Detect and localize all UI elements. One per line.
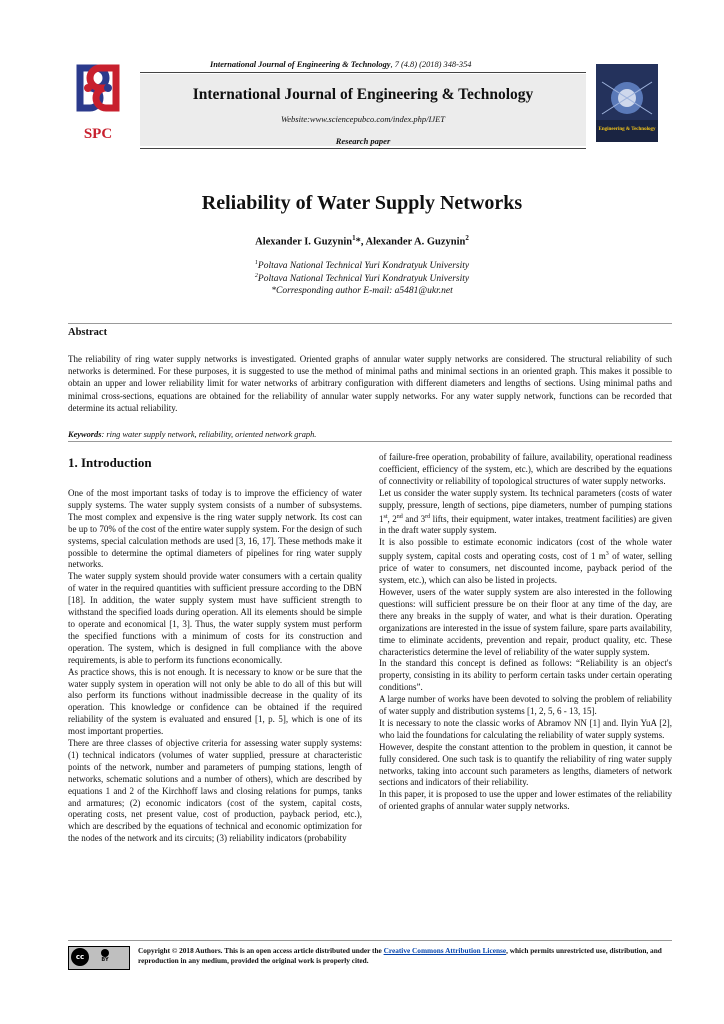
journal-citation-name: International Journal of Engineering & Technology (210, 60, 391, 69)
author-1: Alexander I. Guzynin (255, 236, 353, 248)
right-column (379, 452, 672, 813)
cc-icon: cc (71, 948, 89, 966)
copyright-text-rest: , which permits unrestricted use, distribution, and reproduction in any medium, provided the original work is properly cited. (138, 946, 662, 965)
journal-citation (210, 60, 471, 69)
author-2-sup: 2 (465, 234, 469, 242)
text-run: and 3 (402, 513, 426, 524)
affiliation-1 (0, 260, 724, 271)
keywords-bottom-rule (68, 441, 672, 442)
cc-license-badge[interactable] (68, 946, 130, 970)
paragraph: A large number of works have been devoted to solving the problem of reliability of water supply and distribution systems [1, 2, 5, 6 - 13, 15]. (379, 694, 672, 717)
affiliation-2-sup: 2 (254, 273, 258, 279)
paragraph: There are three classes of objective criteria for assessing water supply systems: (1) technical indicators (volumes of water supplied, pressure at characteristic points of the network, number and parameters of pumping stations, length of networks, schematic solutions and a number of others), which are described by equations 1 and 2 of the Kirchhoff laws and closing relations for pumps, tanks and armatures; (2) economic indicators (cost of the system, capital costs, operating costs, net present value, cost of production, payback period, etc.), which are described by the equations of technical and economic optimization for the nodes of the network and its circuits; (3) reliability indicators (probability (68, 738, 362, 844)
abstract-heading: Abstract (68, 327, 108, 338)
paragraph: One of the most important tasks of today is to improve the efficiency of water supply systems. The water supply system consists of a number of subsystems. The most complex and expensive is the ring water supply network. Its cost can be up to 70% of the cost of the entire water supply system. For the design of such systems, special calculation methods are used [3, 16, 17]. These methods make it possible to determine the optimal diameters of pipelines for ring water supply networks. (68, 488, 362, 570)
affiliation-1-text: Poltava National Technical Yuri Kondratyuk University (257, 261, 470, 272)
license-link[interactable]: Creative Commons Attribution License (383, 946, 507, 955)
copyright-notice (138, 946, 678, 966)
paragraph: In this paper, it is proposed to use the upper and lower estimates of the reliability of oriented graphs of annular water supply networks. (379, 789, 672, 812)
text-run: , 2 (387, 513, 397, 524)
paper-authors (0, 234, 724, 248)
paragraph: of failure-free operation, probability of failure, availability, operational readiness coefficient, efficiency of the system, etc.), which are described by the equations of connectivity or reliability of topological structures of water supply networks. (379, 452, 672, 486)
footer-rule (68, 940, 672, 941)
paper-type: Research paper (335, 136, 391, 146)
ordinal-sup: rd (425, 513, 431, 520)
journal-citation-volume: , 7 (4.8) (2018) 348-354 (390, 60, 472, 69)
keywords (68, 430, 316, 439)
abstract-top-rule (68, 323, 672, 324)
copyright-text: Copyright © 2018 Authors. This is an open access article distributed under the (138, 946, 384, 955)
author-1-sup: 1 (352, 234, 356, 242)
paragraph: As practice shows, this is not enough. It is necessary to know or be sure that the water supply system in operation will not only be able to do all of this but will also perform its functions without inadmissible decrease in the quality of its operation. This knowledge or confidence can be obtained if the required reliability of the system is evaluated and ensured [1, p. 5], which is one of its most important properties. (68, 666, 362, 737)
paragraph: However, despite the constant attention to the problem in question, it cannot be fully considered. One such task is to quantify the reliability of ring water supply networks, taking into account such parameters as lengths, diameters of network sections and indicators of their reliability. (379, 741, 672, 788)
paragraph: The water supply system should provide water consumers with a certain quality of water in the required quantities with sufficient pressure according to the DBN [18]. In addition, the water supply system must have sufficient strength to withstand the specified loads during operation. All its elements should be simple to operate and economical [1, 3]. Thus, the water supply system must perform the specified functions with a minimum of costs for its construction and operation. The system, which is designed in full compliance with the above requirements, is able to perform its functions economically. (68, 571, 362, 665)
paragraph: In the standard this concept is defined as follows: “Reliability is an object's property, consisting in its ability to perform certain tasks under certain operating conditions”. (379, 658, 672, 693)
affiliation-1-sup: 1 (254, 260, 258, 266)
author-2: , Alexander A. Guzynin (360, 236, 466, 248)
person-icon (101, 949, 109, 957)
paragraph: It is necessary to note the classic works of Abramov NN [1] and. Ilyin YuA [2], who laid the foundations for calculating the reliability of water supply systems. (379, 717, 672, 740)
corresponding-mark: * (355, 236, 361, 248)
by-label: BY (101, 957, 109, 963)
section-heading-introduction: 1. Introduction (68, 455, 152, 470)
header-top-rule (140, 72, 586, 73)
journal-cover (596, 64, 658, 142)
keywords-label: Keywords (68, 430, 102, 439)
paragraph: However, users of the water supply system are also interested in the following questions: will sufficient pressure be on their floor at any time of the day, are there any breaks in the supply of water, and what is their duration. Operating organizations are interested in the issue of system failure, spare parts availability, time to eliminate accidents, prevention and repair, product quality, etc. These characteristics determine the level of reliability of the water supply system. (379, 586, 672, 657)
keywords-list: : ring water supply network, reliability, oriented network graph. (101, 430, 317, 439)
text-run: lifts, their equipment, water intakes, treatment facilities) are given in the draft water supply system. (379, 513, 672, 536)
journal-website[interactable]: Website:www.sciencepubco.com/index.php/IJET (280, 114, 446, 124)
affiliation-2 (0, 273, 724, 284)
affiliation-2-text: Poltava National Technical Yuri Kondratyuk University (257, 274, 470, 285)
left-column (68, 488, 362, 845)
abstract-text: The reliability of ring water supply networks is investigated. Oriented graphs of annular water supply networks are considered. The structural reliability of such networks is determined. For these purposes, it is suggested to use the method of minimal paths and minimal sections in an oriented graph. This makes it possible to obtain an upper and lower reliability limit for water networks of arbitrary configuration with different diameters and lengths of sections. Using minimal paths and minimal cross-sections, equations are obtained for the reliability of annular water supply networks. For any water supply network, functions can be recorded that determine its actual reliability. (68, 354, 672, 413)
ordinal-sup: nd (396, 513, 403, 520)
spc-logo-text: SPC (83, 126, 113, 142)
text-run: of water, selling price of water to consumers, net discounted income, payback period of the system, etc.), which can also be listed in projects. (379, 551, 672, 586)
paper-title: Reliability of Water Supply Networks (201, 192, 523, 214)
cubic-sup: 3 (605, 551, 609, 558)
paragraph-technical-parameters (379, 488, 672, 538)
header-bottom-rule (140, 148, 586, 149)
journal-cover-title: Engineering & Technology (598, 127, 656, 132)
by-icon (95, 949, 115, 966)
corresponding-author: *Corresponding author E-mail: a5481@ukr.net (271, 286, 453, 296)
text-run: Let us consider the water supply system. Its technical parameters (costs of water supply, pressure, length of sections, pipe diameters, number of pumping stations 1 (379, 487, 672, 524)
ordinal-sup: st (383, 513, 388, 520)
spc-logo (66, 62, 130, 148)
paragraph-economic-indicators (379, 537, 672, 587)
journal-title: International Journal of Engineering & Technology (192, 86, 534, 103)
text-run: It is also possible to estimate economic indicators (cost of the whole water supply system, capital costs and operating costs, cost of 1 m (379, 537, 672, 562)
